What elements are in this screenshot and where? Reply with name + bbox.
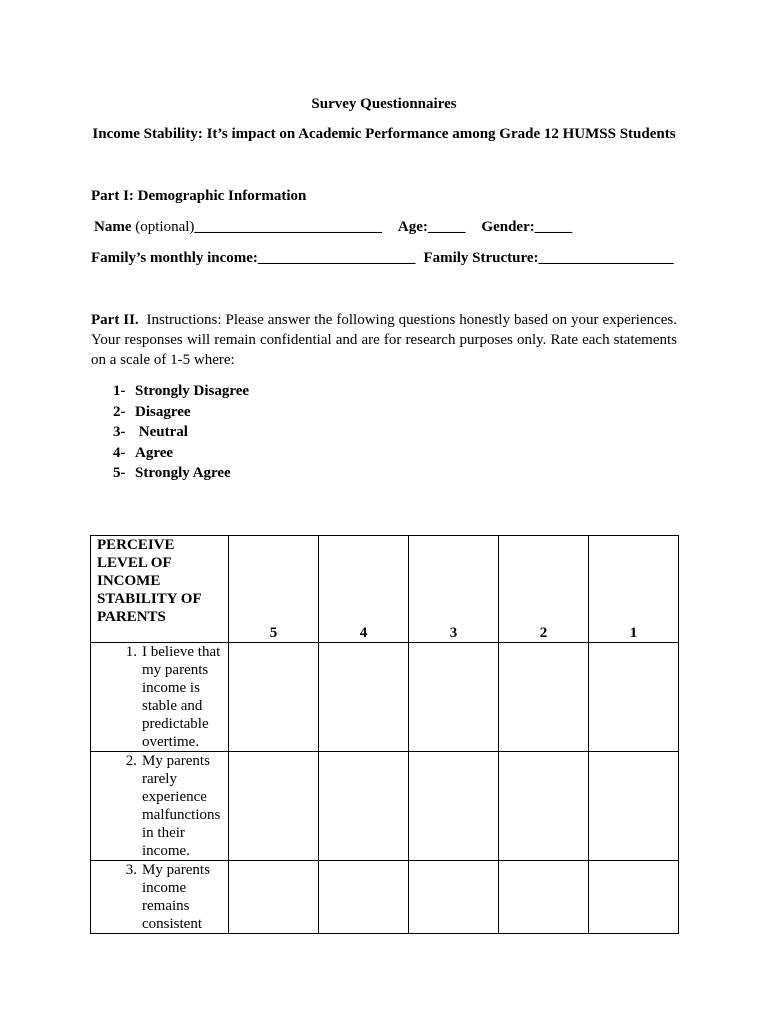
column-header-1: 1 [589, 536, 679, 643]
family-row [91, 248, 674, 268]
rating-cell-2[interactable] [499, 752, 589, 861]
statement-cell: 2. My parents rarely experience malfunctions in their income. [91, 752, 229, 861]
instructions-text: Instructions: Please answer the following questions honestly based on your experiences. Your responses will remain confidential and are for research purposes only. Rate each statements on a scale of 1-5 where: [91, 312, 677, 368]
rating-cell-3[interactable] [409, 861, 499, 934]
column-header-4: 4 [319, 536, 409, 643]
rating-cell-4[interactable] [319, 752, 409, 861]
statement-cell: 1. I believe that my parents income is stable and predictable overtime. [91, 643, 229, 752]
rating-scale-list [113, 381, 249, 484]
scale-item: 4- Agree [113, 444, 174, 461]
scale-item: 1- Strongly Disagree [113, 383, 250, 399]
scale-item: 3- Neutral [113, 424, 188, 440]
survey-title: Survey Questionnaires [311, 96, 457, 112]
rating-cell-1[interactable] [589, 643, 679, 752]
table-row [91, 752, 679, 861]
rating-table [90, 535, 679, 934]
rating-cell-5[interactable] [229, 861, 319, 934]
name-optional-note: (optional) [131, 219, 195, 235]
rating-cell-5[interactable] [229, 752, 319, 861]
rating-cell-2[interactable] [499, 861, 589, 934]
rating-cell-2[interactable] [499, 643, 589, 752]
statement-cell: 3. My parents income remains consistent [91, 861, 229, 934]
scale-item: 2- Disagree [113, 403, 191, 420]
table-header-label: PERCEIVE LEVEL OF INCOME STABILITY OF PARENTS [91, 536, 229, 643]
table-row [91, 643, 679, 752]
name-age-gender-row [94, 217, 572, 237]
name-label: Name [94, 219, 132, 235]
column-header-3: 3 [409, 536, 499, 643]
monthly-income-field[interactable]: Family’s monthly income:_____________________ [91, 250, 416, 266]
gender-field[interactable]: Gender:_____ [481, 219, 573, 235]
survey-subtitle: Income Stability: It’s impact on Academic Performance among Grade 12 HUMSS Students [92, 126, 676, 142]
table-header-row [91, 536, 679, 643]
column-header-2: 2 [499, 536, 589, 643]
family-structure-field[interactable]: Family Structure:__________________ [423, 250, 674, 266]
rating-cell-1[interactable] [589, 752, 679, 861]
table-row [91, 861, 679, 934]
name-field[interactable]: _________________________ [194, 219, 382, 235]
rating-cell-4[interactable] [319, 643, 409, 752]
rating-cell-1[interactable] [589, 861, 679, 934]
part1-heading: Part I: Demographic Information [91, 188, 307, 204]
rating-cell-3[interactable] [409, 643, 499, 752]
rating-cell-3[interactable] [409, 752, 499, 861]
rating-cell-4[interactable] [319, 861, 409, 934]
column-header-5: 5 [229, 536, 319, 643]
age-field[interactable]: Age:_____ [397, 219, 466, 235]
part2-label: Part II. [91, 312, 139, 328]
rating-cell-5[interactable] [229, 643, 319, 752]
scale-item: 5- Strongly Agree [113, 465, 231, 481]
part2-instructions [91, 310, 677, 370]
